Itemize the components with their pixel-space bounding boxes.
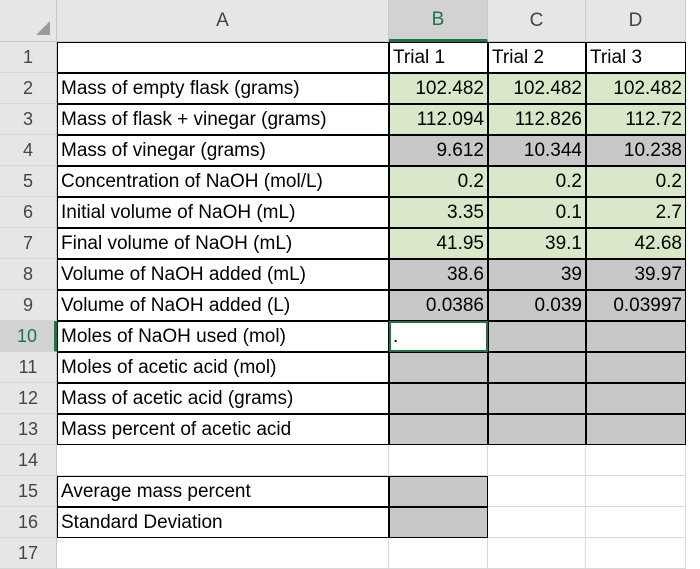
cell-a8[interactable]: Volume of NaOH added (mL) [57, 259, 389, 290]
column-header-a[interactable]: A [57, 0, 389, 42]
row-header-9[interactable]: 9 [0, 290, 57, 321]
cell-b7[interactable]: 41.95 [389, 228, 488, 259]
cell-d15[interactable] [586, 476, 686, 507]
cell-b2[interactable]: 102.482 [389, 73, 488, 104]
cell-c11[interactable] [488, 352, 586, 383]
cell-a16[interactable]: Standard Deviation [57, 507, 389, 538]
cell-d10[interactable] [586, 321, 686, 352]
cell-d12[interactable] [586, 383, 686, 414]
cell-d4[interactable]: 10.238 [586, 135, 686, 166]
cell-b12[interactable] [389, 383, 488, 414]
cell-c9[interactable]: 0.039 [488, 290, 586, 321]
cell-d13[interactable] [586, 414, 686, 445]
cell-c14[interactable] [488, 445, 586, 476]
select-all-icon [36, 21, 50, 35]
cell-c8[interactable]: 39 [488, 259, 586, 290]
row-header-17[interactable]: 17 [0, 538, 57, 569]
cell-a5[interactable]: Concentration of NaOH (mol/L) [57, 166, 389, 197]
cell-d16[interactable] [586, 507, 686, 538]
cell-c15[interactable] [488, 476, 586, 507]
cell-a10[interactable]: Moles of NaOH used (mol) [57, 321, 389, 352]
row-header-4[interactable]: 4 [0, 135, 57, 166]
cell-c10[interactable] [488, 321, 586, 352]
cell-d2[interactable]: 102.482 [586, 73, 686, 104]
select-all-button[interactable] [0, 0, 57, 42]
cell-b17[interactable] [389, 538, 488, 569]
cell-d6[interactable]: 2.7 [586, 197, 686, 228]
row-header-12[interactable]: 12 [0, 383, 57, 414]
row-header-2[interactable]: 2 [0, 73, 57, 104]
column-header-d[interactable]: D [586, 0, 686, 42]
row-header-3[interactable]: 3 [0, 104, 57, 135]
cell-b11[interactable] [389, 352, 488, 383]
cell-a2[interactable]: Mass of empty flask (grams) [57, 73, 389, 104]
cell-d17[interactable] [586, 538, 686, 569]
cell-a6[interactable]: Initial volume of NaOH (mL) [57, 197, 389, 228]
cell-c12[interactable] [488, 383, 586, 414]
column-header-b[interactable]: B [389, 0, 488, 42]
row-header-5[interactable]: 5 [0, 166, 57, 197]
cell-a11[interactable]: Moles of acetic acid (mol) [57, 352, 389, 383]
column-header-c[interactable]: C [488, 0, 586, 42]
cell-c5[interactable]: 0.2 [488, 166, 586, 197]
row-header-6[interactable]: 6 [0, 197, 57, 228]
cell-b5[interactable]: 0.2 [389, 166, 488, 197]
cell-a13[interactable]: Mass percent of acetic acid [57, 414, 389, 445]
cell-a4[interactable]: Mass of vinegar (grams) [57, 135, 389, 166]
row-header-15[interactable]: 15 [0, 476, 57, 507]
cell-d9[interactable]: 0.03997 [586, 290, 686, 321]
cell-b3[interactable]: 112.094 [389, 104, 488, 135]
cell-a17[interactable] [57, 538, 389, 569]
cell-c13[interactable] [488, 414, 586, 445]
cell-b13[interactable] [389, 414, 488, 445]
cell-d3[interactable]: 112.72 [586, 104, 686, 135]
cell-d8[interactable]: 39.97 [586, 259, 686, 290]
cell-c6[interactable]: 0.1 [488, 197, 586, 228]
cell-c1[interactable]: Trial 2 [488, 42, 586, 73]
cell-d7[interactable]: 42.68 [586, 228, 686, 259]
cell-c3[interactable]: 112.826 [488, 104, 586, 135]
cell-d5[interactable]: 0.2 [586, 166, 686, 197]
cell-d11[interactable] [586, 352, 686, 383]
cell-d14[interactable] [586, 445, 686, 476]
cell-a3[interactable]: Mass of flask + vinegar (grams) [57, 104, 389, 135]
cell-b6[interactable]: 3.35 [389, 197, 488, 228]
row-header-10[interactable]: 10 [0, 321, 57, 352]
cell-a1[interactable] [57, 42, 389, 73]
cell-b4[interactable]: 9.612 [389, 135, 488, 166]
cell-a7[interactable]: Final volume of NaOH (mL) [57, 228, 389, 259]
cell-c2[interactable]: 102.482 [488, 73, 586, 104]
cell-b9[interactable]: 0.0386 [389, 290, 488, 321]
cell-a12[interactable]: Mass of acetic acid (grams) [57, 383, 389, 414]
row-header-13[interactable]: 13 [0, 414, 57, 445]
cell-a15[interactable]: Average mass percent [57, 476, 389, 507]
cell-b14[interactable] [389, 445, 488, 476]
row-header-7[interactable]: 7 [0, 228, 57, 259]
row-header-14[interactable]: 14 [0, 445, 57, 476]
cell-b10[interactable]: . [389, 321, 488, 352]
row-header-11[interactable]: 11 [0, 352, 57, 383]
cell-b15[interactable] [389, 476, 488, 507]
cell-b1[interactable]: Trial 1 [389, 42, 488, 73]
row-header-16[interactable]: 16 [0, 507, 57, 538]
cell-b16[interactable] [389, 507, 488, 538]
cell-b8[interactable]: 38.6 [389, 259, 488, 290]
cell-c17[interactable] [488, 538, 586, 569]
cell-c4[interactable]: 10.344 [488, 135, 586, 166]
cell-a14[interactable] [57, 445, 389, 476]
row-header-8[interactable]: 8 [0, 259, 57, 290]
cell-a9[interactable]: Volume of NaOH added (L) [57, 290, 389, 321]
cell-d1[interactable]: Trial 3 [586, 42, 686, 73]
row-header-1[interactable]: 1 [0, 42, 57, 73]
cell-c16[interactable] [488, 507, 586, 538]
cell-c7[interactable]: 39.1 [488, 228, 586, 259]
